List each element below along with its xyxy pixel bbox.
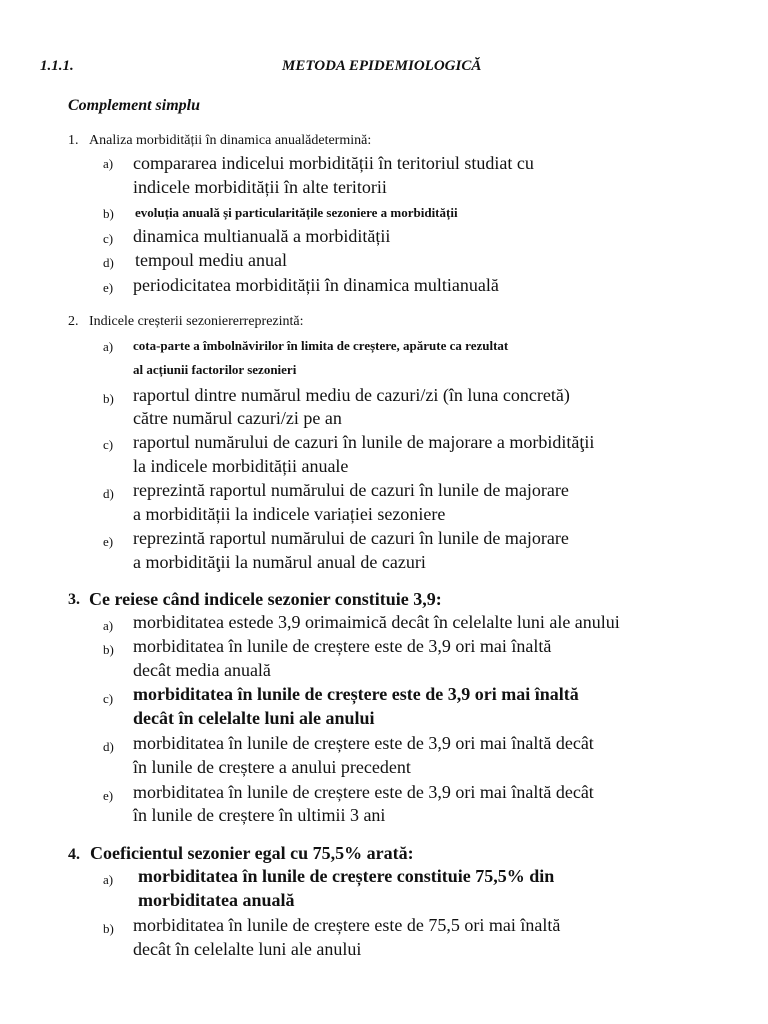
option-text: evoluția anuală și particularitățile sezoniere a morbidității [135, 205, 458, 220]
option-letter: b) [103, 206, 114, 221]
question-number: 3. [68, 591, 80, 608]
option-text: decât media anuală [133, 660, 271, 680]
option-letter: d) [103, 255, 114, 270]
option-letter: b) [103, 391, 114, 406]
option-text: decât în celelalte luni ale anului [133, 708, 375, 728]
question-number: 4. [68, 846, 80, 863]
question-text: Indicele creșterii sezoniererreprezintă: [89, 314, 304, 329]
option-text: tempoul mediu anual [135, 250, 287, 270]
option-text: către numărul cazuri/zi pe an [133, 408, 342, 428]
option-text: morbiditatea anuală [138, 890, 295, 910]
option-text: în lunile de creștere a anului precedent [133, 757, 411, 777]
option-text: raportul dintre numărul mediu de cazuri/zi (în luna concretă) [133, 385, 570, 405]
option-text: morbiditatea în lunile de creștere constituie 75,5% din [138, 866, 555, 886]
option-text: periodicitatea morbidității în dinamica multianuală [133, 275, 499, 295]
option-letter: e) [103, 788, 114, 803]
option-letter: b) [103, 921, 114, 936]
question-number: 2. [68, 314, 79, 329]
option-letter: b) [103, 642, 114, 657]
option-text: reprezintă raportul numărului de cazuri în lunile de majorare [133, 528, 569, 548]
option-text: indicele morbidității în alte teritorii [133, 177, 387, 197]
option-text: morbiditatea în lunile de creștere este de 3,9 ori mai înaltă [133, 636, 552, 656]
question-text: Analiza morbidității în dinamica anualădetermină: [89, 133, 372, 148]
option-text: decât în celelalte luni ale anului [133, 939, 362, 959]
option-text: morbiditatea în lunile de creștere este de 75,5 ori mai înaltă [133, 915, 561, 935]
question-number: 1. [68, 133, 79, 148]
option-letter: a) [103, 618, 114, 633]
option-text: în lunile de creștere în ultimii 3 ani [133, 805, 386, 825]
option-text: al acțiunii factorilor sezonieri [133, 362, 297, 377]
option-text: compararea indicelui morbidității în teritoriul studiat cu [133, 153, 534, 173]
question-text: Ce reiese când indicele sezonier constituie 3,9: [89, 589, 442, 609]
option-letter: d) [103, 486, 114, 501]
section-number: 1.1.1. [40, 58, 74, 74]
option-text: dinamica multianuală a morbidității [133, 226, 391, 246]
option-text: morbiditatea estede 3,9 orimaimică decât în celelalte luni ale anului [133, 612, 620, 632]
option-text: cota-parte a îmbolnăvirilor în limita de creștere, apărute ca rezultat [133, 338, 509, 353]
section-title: METODA EPIDEMIOLOGICĂ [282, 58, 482, 74]
option-text: morbiditatea în lunile de creștere este de 3,9 ori mai înaltă decât [133, 782, 594, 802]
option-letter: a) [103, 872, 114, 887]
subtitle: Complement simplu [68, 97, 201, 114]
option-letter: a) [103, 156, 114, 171]
option-text: la indicele morbidității anuale [133, 456, 349, 476]
option-text: morbiditatea în lunile de creștere este de 3,9 ori mai înaltă [133, 684, 579, 704]
option-letter: d) [103, 739, 114, 754]
option-text: a morbidităţii la numărul anual de cazuri [133, 552, 426, 572]
option-text: morbiditatea în lunile de creștere este de 3,9 ori mai înaltă decât [133, 733, 594, 753]
option-text: a morbidității la indicele variației sezoniere [133, 504, 446, 524]
option-letter: c) [103, 231, 114, 246]
option-text: raportul numărului de cazuri în lunile de majorare a morbidităţii [133, 432, 595, 452]
option-text: reprezintă raportul numărului de cazuri în lunile de majorare [133, 480, 569, 500]
option-letter: e) [103, 280, 114, 295]
question-text: Coeficientul sezonier egal cu 75,5% arată: [90, 843, 414, 863]
option-letter: e) [103, 534, 114, 549]
option-letter: a) [103, 339, 114, 354]
option-letter: c) [103, 691, 114, 706]
option-letter: c) [103, 437, 114, 452]
